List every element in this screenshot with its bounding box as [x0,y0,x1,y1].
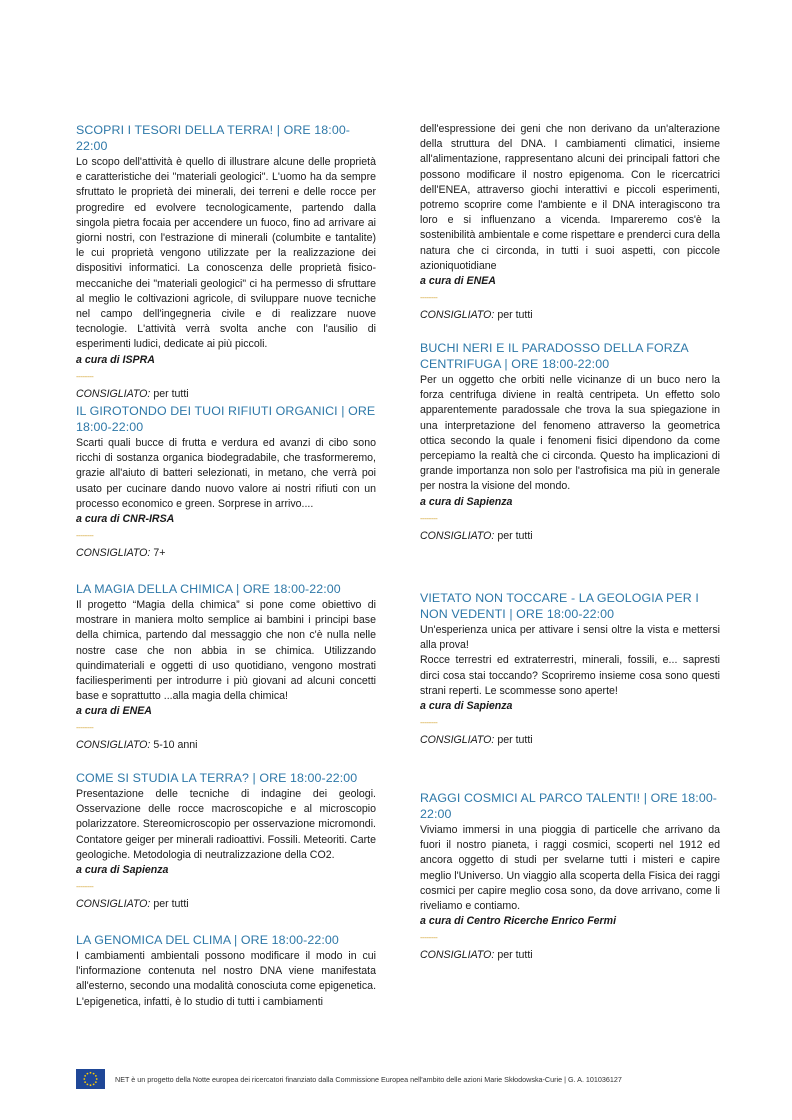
recommended-label: CONSIGLIATO: [420,529,495,542]
activity-studia-terra [76,770,376,911]
activity-girotondo-rifiuti [76,403,376,560]
activity-title: RAGGI COSMICI AL PARCO TALENTI! | ORE 18:00-22:00 [420,791,718,821]
activity-description: Lo scopo dell'attività è quello di illustrare alcune delle proprietà e caratteristiche dei "materiali geologici". L'uomo ha da sempre sfruttato le proprietà dei minerali, dei terreni e delle rocce per progredire ed evolvere tecnologicamente, partendo dalla singola pietra focaia per accendere un fuoco, fino ad arrivare ai giorni nostri, con l'estrazione di minerali (columbite e tantalite) le cui proprietà vengono utilizzate per la realizzazione dei dispositivi informatici. La conoscenza delle proprietà fisico-meccaniche dei "materiali geologici" ci ha permesso di sfruttare al meglio le coltivazioni agricole, di sviluppare nuove tecniche nel campo dell'ingegneria civile e di realizzare nuove tecnologie. L'attività verrà svolta anche con l'ausilio di esperimenti ludici, dedicate ai più piccoli. [76,156,376,351]
separator-dashes: -------- [420,293,438,303]
recommended-value: 7+ [153,547,166,560]
eu-star [87,1073,89,1075]
activity-title: BUCHI NERI E IL PARADOSSO DELLA FORZA CENTRIFUGA | ORE 18:00-22:00 [420,341,689,371]
activity-curator: a cura di ISPRA [76,353,155,366]
activity-description: Scarti quali bucce di frutta e verdura ed avanzi di cibo sono ricchi di sostanza organica biodegradabile, che trasformeremo, grazie all'aiuto di batteri selezionati, in metano, che verrà poi usato per cucinare dando nuovo valore ai nostri rifiuti con un processo economico e green. Sorprese in arrivo.... [76,437,376,510]
recommended-label: CONSIGLIATO: [76,739,151,752]
activity-description: Per un oggetto che orbiti nelle vicinanze di un buco nero la forza centrifuga diviene in realtà centripeta. Un effetto solo apparentemente paradossale che trova la sua spiegazione in una interpretazione del fenomeno attraverso la geometrica ottica secondo la quale i fenomeni fisici dipendono da come percepiamo la realtà che ci circonda. Questo ha implicazioni di grande importanza non solo per l'astrofisica ma più in generale per nostra la visione del mondo. [420,374,720,493]
recommended-value: per tutti [497,529,533,542]
activity-vietato-non-toccare [420,590,720,747]
activity-description: Presentazione delle tecniche di indagine dei geologi. Osservazione delle rocce macroscopiche e al microscopio polarizzatore. Stereomicroscopio per osservazione micromondi. Contatore geiger per minerali radioattivi. Fossili. Meteoriti. Carte geologiche. Metodologia di neutralizzazione della CO2. [76,788,376,861]
activity-title: IL GIROTONDO DEI TUOI RIFIUTI ORGANICI | ORE 18:00-22:00 [76,404,376,434]
recommended-audience [420,308,720,322]
separator-dashes: -------- [420,718,438,728]
eu-star [96,1078,98,1080]
recommended-label: CONSIGLIATO: [420,309,495,322]
recommended-audience [420,948,720,962]
eu-star [93,1073,95,1075]
activity-buchi-neri [420,340,720,543]
recommended-audience [76,546,376,560]
page-footer [76,1068,716,1090]
recommended-value: per tutti [153,387,189,400]
activity-title: VIETATO NON TOCCARE - LA GEOLOGIA PER I NON VEDENTI | ORE 18:00-22:00 [420,591,699,621]
activity-description: dell'espressione dei geni che non derivano da un'alterazione della struttura del DNA. I cambiamenti climatici, insieme all'alimentazione, rappresentano alcuni dei principali fattori che possono modificare il nostro epigenoma. Con le ricercatrici dell'ENEA, attraverso giochi interattivi e piccoli esperimenti, potremo scoprire come l'ambiente e il DNA interagiscono tra loro e si influenzano a vicenda. Impareremo cos'è la sostenibilità ambientale e come rispettare e prenderci cura della natura che ci circonda, in tutti i suoi aspetti, con piccole azioniquotidiane [420,123,720,272]
activity-genomica-clima-continued [420,122,720,322]
separator-dashes: -------- [420,933,438,943]
recommended-value: per tutti [497,734,533,747]
footer-funding-note: NET è un progetto della Notte europea dei ricercatori finanziato dalla Commissione Europea nell'ambito delle azioni Marie Skłodowska-Curie | G. A. 101036127 [115,1074,622,1084]
eu-star [95,1081,97,1083]
activity-title: COME SI STUDIA LA TERRA? | ORE 18:00-22:00 [76,771,358,785]
eu-star [83,1078,85,1080]
activity-curator: a cura di Sapienza [420,700,513,713]
recommended-label: CONSIGLIATO: [76,898,151,911]
activity-scopri-tesori [76,122,376,401]
separator-dashes: -------- [420,513,438,523]
activity-magia-chimica [76,581,376,752]
activity-curator: a cura di Centro Ricerche Enrico Fermi [420,915,617,928]
recommended-value: per tutti [153,898,189,911]
separator-dashes: -------- [76,531,94,541]
eu-star [95,1075,97,1077]
activity-genomica-clima [76,932,376,1010]
eu-star [90,1072,92,1074]
recommended-label: CONSIGLIATO: [76,387,151,400]
eu-star [90,1084,92,1086]
separator-dashes: -------- [76,723,94,733]
activity-curator: a cura di CNR-IRSA [76,513,175,526]
recommended-label: CONSIGLIATO: [76,547,151,560]
separator-dashes: -------- [76,371,94,381]
activity-description: I cambiamenti ambientali possono modificare il modo in cui l'informazione contenuta nel nostro DNA viene manifestata all'esterno, secondo una modalità conosciuta come epigenetica. L'epigenetica, infatti, è lo studio di tutti i cambiamenti [76,950,377,1008]
recommended-value: per tutti [497,309,533,322]
eu-star [87,1083,89,1085]
recommended-audience [420,733,720,747]
activity-description: Un'esperienza unica per attivare i sensi oltre la vista e mettersi alla prova! Rocce terrestri ed extraterrestri, minerali, fossili, e... sapresti dirci cosa stai toccando? Scopriremo insieme cosa sono questi strani reperti. Le scommesse sono aperte! [420,624,720,697]
activity-curator: a cura di ENEA [420,275,496,288]
eu-star [84,1075,86,1077]
activity-title: SCOPRI I TESORI DELLA TERRA! | ORE 18:00-22:00 [76,123,351,153]
activity-curator: a cura di Sapienza [420,495,513,508]
recommended-label: CONSIGLIATO: [420,949,495,962]
eu-star [93,1083,95,1085]
recommended-audience [76,387,376,401]
eu-stars-ring [76,1069,105,1089]
activity-title: LA MAGIA DELLA CHIMICA | ORE 18:00-22:00 [76,582,341,596]
activity-title: LA GENOMICA DEL CLIMA | ORE 18:00-22:00 [76,933,339,947]
recommended-audience [76,738,376,752]
recommended-audience [420,529,720,543]
recommended-value: 5-10 anni [153,739,198,752]
recommended-label: CONSIGLIATO: [420,734,495,747]
eu-star [84,1081,86,1083]
activity-raggi-cosmici [420,790,720,962]
activity-curator: a cura di ENEA [76,705,152,718]
recommended-value: per tutti [497,949,533,962]
recommended-audience [76,897,376,911]
activity-description: Viviamo immersi in una pioggia di particelle che arrivano da fuori il nostro pianeta, i raggi cosmici, scoperti nel 1912 ed ancora oggetto di studi per svelarne tutti i misteri e capire meglio l'Universo. Un viaggio alla scoperta della Fisica dei raggi cosmici per capire meglio cosa sono, da dove arrivano, come li riveliamo e contiamo. [420,824,720,913]
activity-curator: a cura di Sapienza [76,864,169,877]
eu-flag-icon [76,1069,105,1089]
separator-dashes: -------- [76,882,94,892]
activity-description: Il progetto “Magia della chimica” si pone come obiettivo di mostrare in maniera molto semplice ai bambini i principi base della chimica, partendo dal messaggio che non c'è nulla nelle nostre case che non abbia in se chimica. Utilizzando quindimateriali e oggetti di uso quotidiano, vengono mostrati faciliesperimenti per introdurre i più giovani ad alcuni concetti base e soprattutto ...alla magia della chimica! [76,599,376,703]
